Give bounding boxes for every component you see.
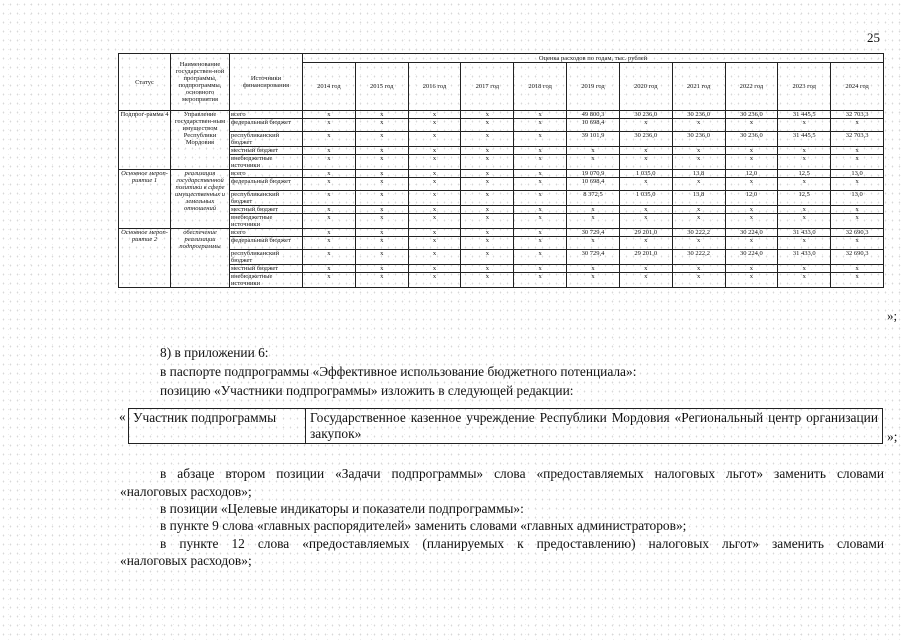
cell-value: x <box>408 170 461 178</box>
cell-value: x <box>567 206 620 214</box>
cell-value: x <box>778 273 831 288</box>
cell-value: x <box>303 178 356 191</box>
cell-value: x <box>672 273 725 288</box>
cell-value: 12,5 <box>778 191 831 206</box>
cell-value: 30 729,4 <box>567 229 620 237</box>
cell-value: x <box>831 265 884 273</box>
cell-value: x <box>355 214 408 229</box>
cell-value: x <box>303 132 356 147</box>
cell-value: x <box>408 265 461 273</box>
cell-value: x <box>725 265 778 273</box>
row-status: Основное мероп-риятие 2 <box>119 229 171 288</box>
paragraph-4-line-1: в пункте 12 слова «предоставляемых (планируемых к предоставлению) налоговых льгот» заменить словами <box>160 536 884 551</box>
row-source: местный бюджет <box>230 206 303 214</box>
cell-value: x <box>567 155 620 170</box>
cell-value: x <box>514 265 567 273</box>
cell-value: x <box>408 111 461 119</box>
budget-table <box>118 53 884 288</box>
row-source: всего <box>230 229 303 237</box>
table-row <box>119 178 884 191</box>
participants-open-quote: « <box>119 409 126 424</box>
cell-value: x <box>514 170 567 178</box>
cell-value: 1 035,0 <box>619 191 672 206</box>
participants-value: Государственное казенное учреждение Республики Мордовия «Региональный центр организации закупок» <box>306 409 883 444</box>
row-source: республиканский бюджет <box>230 250 303 265</box>
cell-value: x <box>514 178 567 191</box>
row-source: федеральный бюджет <box>230 119 303 132</box>
row-source: всего <box>230 111 303 119</box>
cell-value: x <box>725 119 778 132</box>
row-source: внебюджетные источники <box>230 273 303 288</box>
row-source: местный бюджет <box>230 265 303 273</box>
cell-value: x <box>303 206 356 214</box>
cell-value: x <box>619 214 672 229</box>
table-row <box>119 132 884 147</box>
cell-value: x <box>408 155 461 170</box>
cell-value: x <box>355 229 408 237</box>
cell-value: x <box>408 206 461 214</box>
cell-value: 13,8 <box>672 170 725 178</box>
cell-value: 13,0 <box>831 170 884 178</box>
cell-value: x <box>619 119 672 132</box>
row-name: Управление государствен-ным имуществом Республики Мордовия <box>171 111 230 170</box>
cell-value: x <box>778 119 831 132</box>
cell-value: 29 201,0 <box>619 229 672 237</box>
cell-value: x <box>408 147 461 155</box>
cell-value: 32 690,3 <box>831 250 884 265</box>
cell-value: x <box>461 273 514 288</box>
cell-value: x <box>355 273 408 288</box>
table-row <box>119 265 884 273</box>
cell-value: x <box>672 147 725 155</box>
table-row <box>119 237 884 250</box>
cell-value: x <box>355 265 408 273</box>
cell-value: x <box>725 206 778 214</box>
cell-value: x <box>672 265 725 273</box>
cell-value: x <box>672 206 725 214</box>
cell-value: 30 729,4 <box>567 250 620 265</box>
table-row <box>119 147 884 155</box>
header-year: 2014 год <box>303 63 356 111</box>
header-sources: Источники финансирования <box>230 54 303 111</box>
table-row <box>119 111 884 119</box>
cell-value: x <box>408 250 461 265</box>
cell-value: 30 236,0 <box>619 111 672 119</box>
cell-value: x <box>831 273 884 288</box>
header-year: 2019 год <box>567 63 620 111</box>
cell-value: x <box>408 132 461 147</box>
cell-value: 30 224,0 <box>725 229 778 237</box>
cell-value: x <box>408 237 461 250</box>
cell-value: x <box>461 250 514 265</box>
table-row <box>119 119 884 132</box>
cell-value: x <box>831 155 884 170</box>
cell-value: x <box>408 229 461 237</box>
cell-value: x <box>778 178 831 191</box>
header-year: 2020 год <box>619 63 672 111</box>
passport-line: в паспорте подпрограммы «Эффективное использование бюджетного потенциала»: <box>160 364 637 379</box>
cell-value: x <box>303 214 356 229</box>
cell-value: x <box>778 147 831 155</box>
cell-value: x <box>778 155 831 170</box>
header-year: 2017 год <box>461 63 514 111</box>
cell-value: x <box>461 237 514 250</box>
header-name: Наименование государствен-ной программы, подпрограммы, основного мероприятия <box>171 54 230 111</box>
cell-value: x <box>514 147 567 155</box>
cell-value: x <box>831 147 884 155</box>
cell-value: x <box>725 155 778 170</box>
cell-value: 12,0 <box>725 170 778 178</box>
participants-close-quote: »; <box>887 429 898 444</box>
row-source: республиканский бюджет <box>230 191 303 206</box>
cell-value: 12,5 <box>778 170 831 178</box>
header-status: Статус <box>119 54 171 111</box>
cell-value: x <box>461 170 514 178</box>
cell-value: x <box>778 206 831 214</box>
table-row <box>119 170 884 178</box>
paragraph-1-line-2: «налоговых расходов»; <box>120 484 252 499</box>
cell-value: x <box>303 170 356 178</box>
row-source: местный бюджет <box>230 147 303 155</box>
row-source: внебюджетные источники <box>230 155 303 170</box>
cell-value: 32 703,3 <box>831 132 884 147</box>
table-row <box>119 206 884 214</box>
cell-value: x <box>672 119 725 132</box>
cell-value: x <box>831 119 884 132</box>
cell-value: x <box>303 119 356 132</box>
cell-value: 1 035,0 <box>619 170 672 178</box>
cell-value: x <box>408 191 461 206</box>
cell-value: x <box>461 265 514 273</box>
cell-value: x <box>355 147 408 155</box>
cell-value: 30 222,2 <box>672 250 725 265</box>
cell-value: x <box>355 170 408 178</box>
cell-value: x <box>303 191 356 206</box>
header-year: 2022 год <box>725 63 778 111</box>
cell-value: x <box>355 155 408 170</box>
header-year: 2021 год <box>672 63 725 111</box>
cell-value: 8 372,5 <box>567 191 620 206</box>
paragraph-3: в пункте 9 слова «главных распорядителей» заменить словами «главных администраторов»; <box>160 518 687 533</box>
cell-value: x <box>303 229 356 237</box>
cell-value: x <box>567 265 620 273</box>
header-year: 2018 год <box>514 63 567 111</box>
cell-value: x <box>778 214 831 229</box>
cell-value: x <box>514 206 567 214</box>
cell-value: 29 201,0 <box>619 250 672 265</box>
cell-value: 30 236,0 <box>672 111 725 119</box>
cell-value: x <box>408 273 461 288</box>
cell-value: x <box>408 214 461 229</box>
cell-value: x <box>303 265 356 273</box>
cell-value: x <box>461 155 514 170</box>
table-row <box>119 273 884 288</box>
cell-value: 32 703,3 <box>831 111 884 119</box>
cell-value: x <box>355 191 408 206</box>
cell-value: x <box>725 214 778 229</box>
cell-value: x <box>303 237 356 250</box>
header-year: 2023 год <box>778 63 831 111</box>
cell-value: x <box>408 178 461 191</box>
cell-value: x <box>619 147 672 155</box>
row-status: Подпрог-рамма 4 <box>119 111 171 170</box>
cell-value: x <box>778 265 831 273</box>
cell-value: x <box>355 206 408 214</box>
cell-value: x <box>725 273 778 288</box>
table-row <box>119 191 884 206</box>
cell-value: 19 070,9 <box>567 170 620 178</box>
cell-value: 12,0 <box>725 191 778 206</box>
cell-value: x <box>514 214 567 229</box>
cell-value: x <box>567 147 620 155</box>
cell-value: x <box>725 178 778 191</box>
cell-value: x <box>619 237 672 250</box>
cell-value: x <box>514 229 567 237</box>
cell-value: x <box>355 132 408 147</box>
cell-value: x <box>778 237 831 250</box>
item-8: 8) в приложении 6: <box>160 345 269 360</box>
row-source: республиканский бюджет <box>230 132 303 147</box>
row-source: федеральный бюджет <box>230 178 303 191</box>
cell-value: x <box>461 178 514 191</box>
header-estimate: Оценка расходов по годам, тыс. рублей <box>303 54 884 63</box>
table-row <box>119 250 884 265</box>
cell-value: 30 236,0 <box>725 132 778 147</box>
cell-value: x <box>514 155 567 170</box>
cell-value: x <box>619 155 672 170</box>
participants-table <box>128 408 883 444</box>
cell-value: 30 236,0 <box>619 132 672 147</box>
cell-value: x <box>514 132 567 147</box>
cell-value: 31 445,5 <box>778 111 831 119</box>
cell-value: x <box>355 178 408 191</box>
cell-value: 30 236,0 <box>672 132 725 147</box>
paragraph-4-line-2: «налоговых расходов»; <box>120 553 252 568</box>
page-number: 25 <box>867 30 880 45</box>
cell-value: 30 224,0 <box>725 250 778 265</box>
cell-value: x <box>303 147 356 155</box>
cell-value: x <box>461 214 514 229</box>
cell-value: 13,8 <box>672 191 725 206</box>
cell-value: x <box>303 111 356 119</box>
cell-value: x <box>514 237 567 250</box>
cell-value: 10 698,4 <box>567 119 620 132</box>
row-name: обеспечение реализации подпрограммы <box>171 229 230 288</box>
cell-value: x <box>355 250 408 265</box>
row-source: всего <box>230 170 303 178</box>
cell-value: x <box>514 191 567 206</box>
cell-value: x <box>619 265 672 273</box>
cell-value: 30 222,2 <box>672 229 725 237</box>
row-name: реализация государственной политики в сфере имущественных и земельных отношений <box>171 170 230 229</box>
cell-value: 39 101,9 <box>567 132 620 147</box>
cell-value: x <box>619 273 672 288</box>
cell-value: 49 800,3 <box>567 111 620 119</box>
cell-value: 31 433,0 <box>778 229 831 237</box>
cell-value: x <box>567 273 620 288</box>
row-source: федеральный бюджет <box>230 237 303 250</box>
table-row <box>119 229 884 237</box>
cell-value: 13,0 <box>831 191 884 206</box>
cell-value: 30 236,0 <box>725 111 778 119</box>
cell-value: x <box>672 237 725 250</box>
cell-value: 31 433,0 <box>778 250 831 265</box>
row-status: Основное мероп-риятие 1 <box>119 170 171 229</box>
cell-value: x <box>303 155 356 170</box>
header-year: 2015 год <box>355 63 408 111</box>
row-source: внебюджетные источники <box>230 214 303 229</box>
cell-value: x <box>831 214 884 229</box>
cell-value: x <box>619 206 672 214</box>
cell-value: x <box>461 147 514 155</box>
paragraph-2: в позиции «Целевые индикаторы и показатели подпрограммы»: <box>160 501 524 516</box>
table-closing-quote: »; <box>887 308 898 323</box>
cell-value: x <box>461 119 514 132</box>
cell-value: x <box>461 229 514 237</box>
cell-value: x <box>514 111 567 119</box>
cell-value: x <box>672 214 725 229</box>
cell-value: x <box>461 206 514 214</box>
header-year: 2024 год <box>831 63 884 111</box>
paragraph-1-line-1: в абзаце втором позиции «Задачи подпрограммы» слова «предоставляемых налоговых льгот» заменить словами <box>160 466 884 481</box>
table-row <box>119 214 884 229</box>
cell-value: x <box>672 155 725 170</box>
cell-value: x <box>461 132 514 147</box>
cell-value: 31 445,5 <box>778 132 831 147</box>
cell-value: x <box>725 237 778 250</box>
cell-value: x <box>672 178 725 191</box>
cell-value: x <box>567 214 620 229</box>
cell-value: 10 698,4 <box>567 178 620 191</box>
cell-value: x <box>408 119 461 132</box>
cell-value: x <box>725 147 778 155</box>
cell-value: x <box>514 250 567 265</box>
cell-value: x <box>831 237 884 250</box>
cell-value: x <box>831 206 884 214</box>
cell-value: x <box>303 250 356 265</box>
cell-value: x <box>831 178 884 191</box>
cell-value: x <box>619 178 672 191</box>
position-line: позицию «Участники подпрограммы» изложить в следующей редакции: <box>160 383 574 398</box>
cell-value: x <box>355 119 408 132</box>
table-row <box>119 155 884 170</box>
cell-value: x <box>303 273 356 288</box>
cell-value: x <box>355 111 408 119</box>
cell-value: x <box>355 237 408 250</box>
header-year: 2016 год <box>408 63 461 111</box>
cell-value: x <box>461 111 514 119</box>
cell-value: 32 690,3 <box>831 229 884 237</box>
cell-value: x <box>514 273 567 288</box>
cell-value: x <box>514 119 567 132</box>
cell-value: x <box>567 237 620 250</box>
participants-label: Участник подпрограммы <box>129 409 306 444</box>
cell-value: x <box>461 191 514 206</box>
